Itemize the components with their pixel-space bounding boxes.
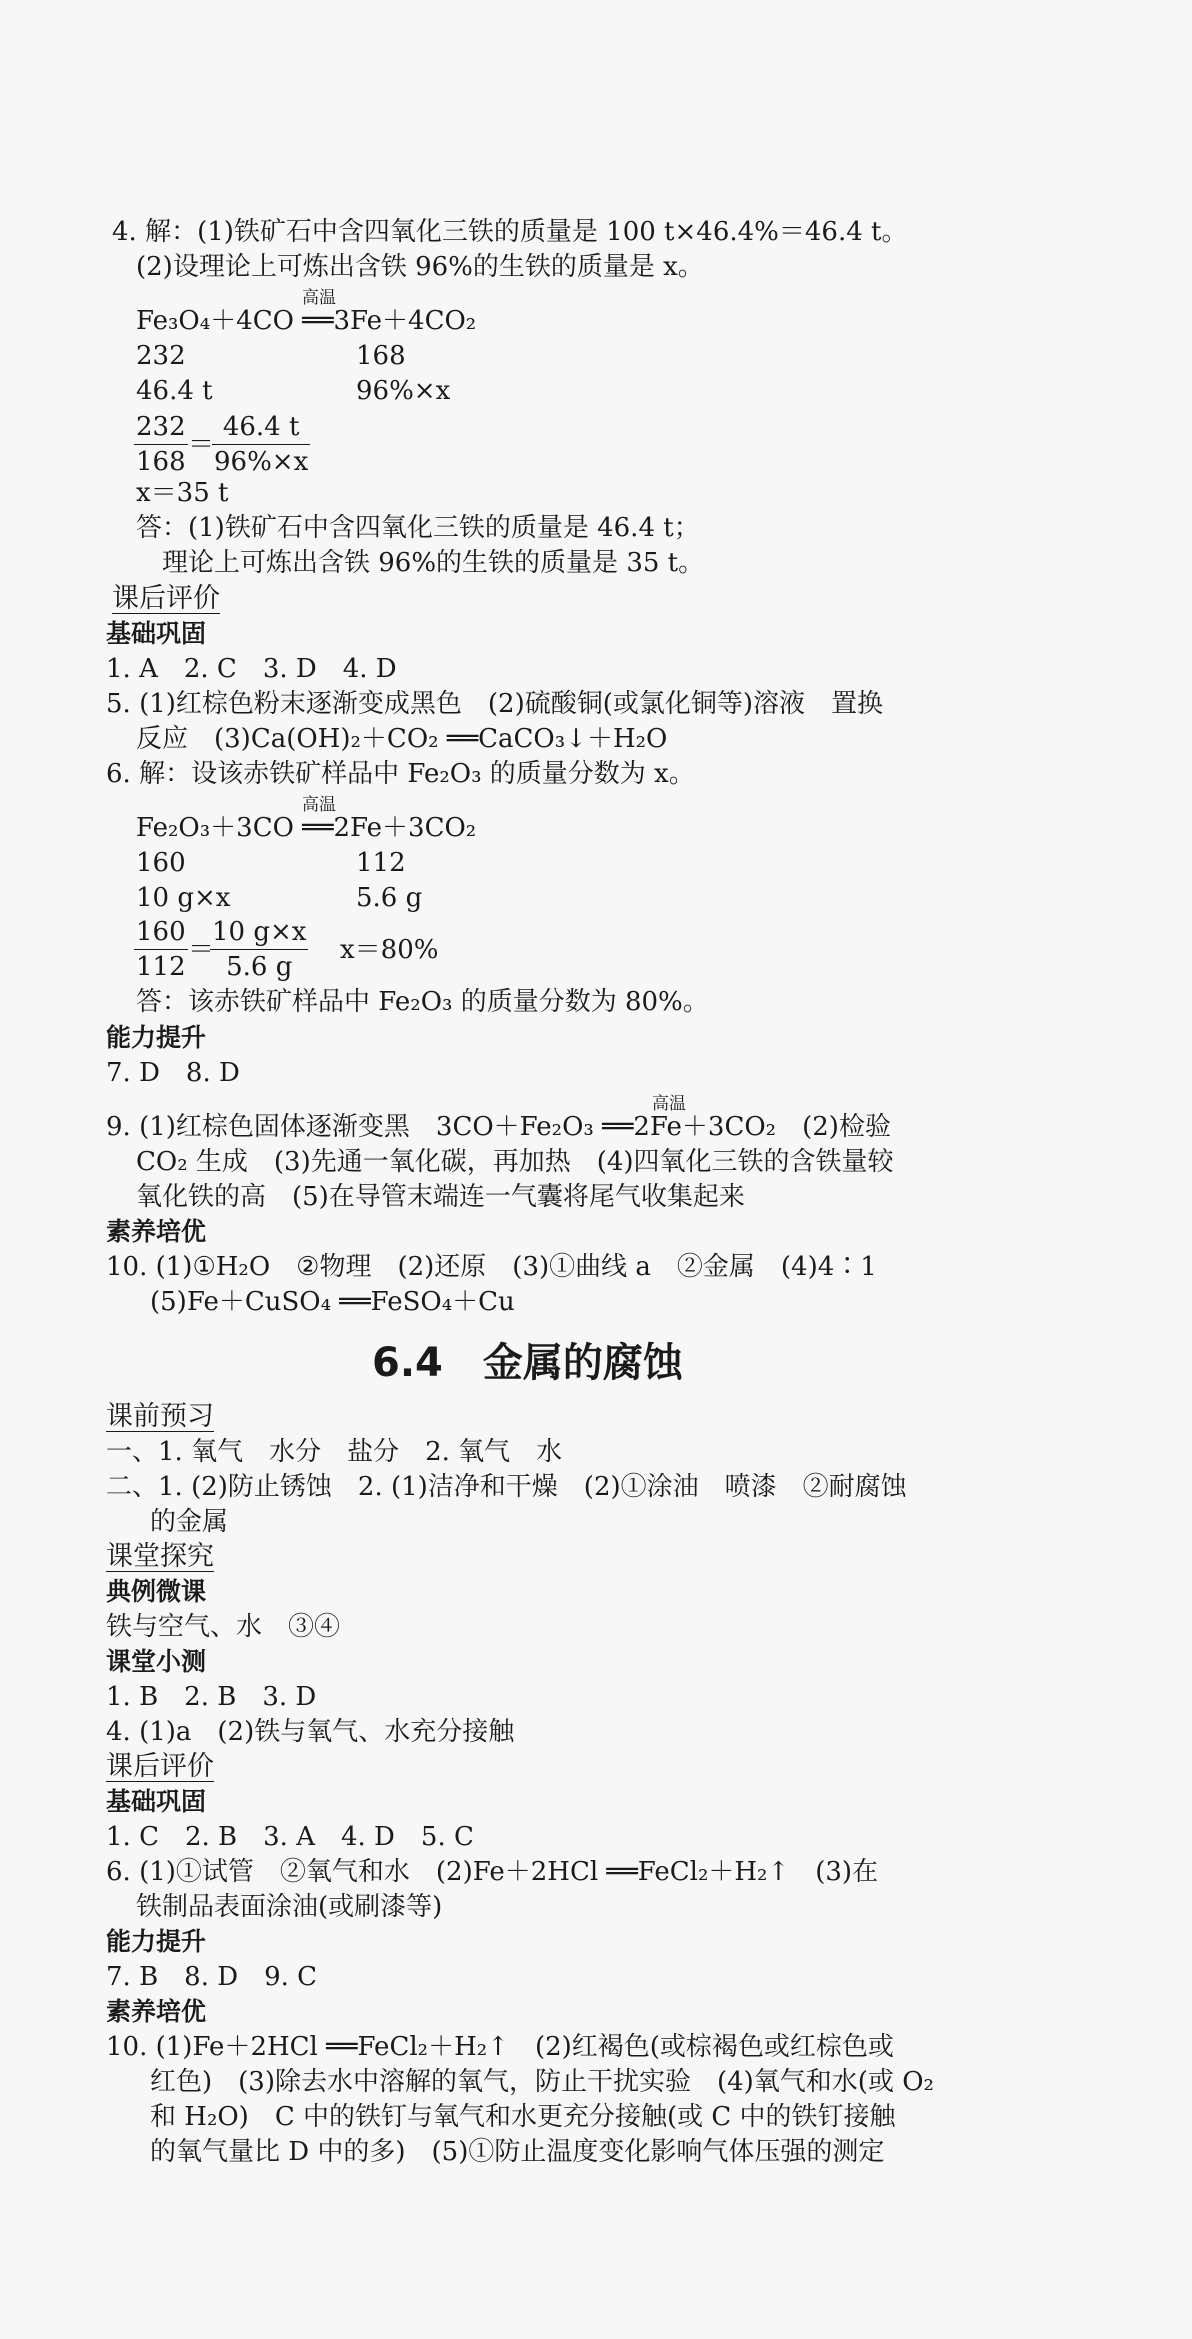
q4-fraction-left-den: 168 <box>136 447 186 477</box>
q4-mass-1-right: 168 <box>356 341 406 371</box>
a6-answer: 答：该赤铁矿样品中 Fe₂O₃ 的质量分数为 80%。 <box>136 987 709 1017</box>
q4-fraction-left-num: 232 <box>134 410 188 445</box>
heading-literacy: 素养培优 <box>106 1217 207 1246</box>
quiz-answer-1-3: 1. B 2. B 3. D <box>106 1682 317 1712</box>
example-answer: 铁与空气、水 ③④ <box>106 1612 341 1642</box>
a6-condition: 高温 <box>302 795 336 815</box>
literacy-answer-10-line-4: 的氧气量比 D 中的多) (5)①防止温度变化影响气体压强的测定 <box>150 2137 885 2167</box>
literacy-answer-10-line-1: 10. (1)Fe＋2HCl ══FeCl₂＋H₂↑ (2)红褐色(或棕褐色或红棕色或 <box>106 2032 894 2062</box>
answer-5-line-1: 5. (1)红棕色粉末逐渐变成黑色 (2)硫酸铜(或氯化铜等)溶液 置换 <box>106 689 884 719</box>
basic-answer-6-line-1: 6. (1)①试管 ②氧气和水 (2)Fe＋2HCl ══FeCl₂＋H₂↑ (3)在 <box>106 1857 879 1887</box>
q4-line-1: 4. 解：(1)铁矿石中含四氧化三铁的质量是 100 t×46.4%＝46.4 t。 <box>112 217 908 247</box>
basic-answer-6-line-2: 铁制品表面涂油(或刷漆等) <box>136 1892 443 1922</box>
a6-fraction-left-num: 160 <box>134 915 188 950</box>
q4-answer-1: 答：(1)铁矿石中含四氧化三铁的质量是 46.4 t； <box>136 513 700 543</box>
answer-5-line-2: 反应 (3)Ca(OH)₂＋CO₂ ══CaCO₃↓＋H₂O <box>136 724 668 754</box>
q4-mass-2-right: 96%×x <box>356 376 451 406</box>
heading-basic: 基础巩固 <box>106 619 207 648</box>
preview-line-1: 一、1. 氧气 水分 盐分 2. 氧气 水 <box>106 1437 563 1467</box>
answer-7-8: 7. D 8. D <box>106 1058 240 1088</box>
basic-answer-1-5: 1. C 2. B 3. A 4. D 5. C <box>106 1822 474 1852</box>
q4-fraction-right-den: 96%×x <box>214 447 309 477</box>
q4-condition: 高温 <box>302 288 336 308</box>
heading-example: 典例微课 <box>106 1577 207 1606</box>
q4-fraction-left <box>134 410 188 479</box>
q4-equation: Fe₃O₄＋4CO ══3Fe＋4CO₂ <box>136 306 477 336</box>
q4-result: x＝35 t <box>136 478 229 508</box>
answer-6: 6. 解：设该赤铁矿样品中 Fe₂O₃ 的质量分数为 x。 <box>106 759 695 789</box>
q4-line-2: (2)设理论上可炼出含铁 96%的生铁的质量是 x。 <box>136 252 704 282</box>
a6-fraction-right-num: 10 g×x <box>210 915 308 950</box>
a6-fraction-left <box>134 915 188 984</box>
answer-10-line-2: (5)Fe＋CuSO₄ ══FeSO₄＋Cu <box>150 1287 515 1317</box>
quiz-answer-4: 4. (1)a (2)铁与氧气、水充分接触 <box>106 1717 515 1747</box>
heading-quiz: 课堂小测 <box>106 1647 207 1676</box>
section-after-class: 课后评价 <box>112 583 220 614</box>
q4-answer-2: 理论上可炼出含铁 96%的生铁的质量是 35 t。 <box>162 548 705 578</box>
literacy-answer-10-line-3: 和 H₂O) C 中的铁钉与氧气和水更充分接触(或 C 中的铁钉接触 <box>150 2102 896 2132</box>
a6-equation: Fe₂O₃＋3CO ══2Fe＋3CO₂ <box>136 813 477 843</box>
a6-equals: ＝ <box>188 935 215 965</box>
a6-mass-2-left: 10 g×x <box>136 883 231 913</box>
answer-1-4: 1. A 2. C 3. D 4. D <box>106 654 397 684</box>
heading-basic-2: 基础巩固 <box>106 1787 207 1816</box>
section-explore: 课堂探究 <box>106 1541 214 1572</box>
a6-fraction-left-den: 112 <box>136 952 186 982</box>
answer-9-line-2: CO₂ 生成 (3)先通一氧化碳，再加热 (4)四氧化三铁的含铁量较 <box>136 1147 894 1177</box>
section-preview: 课前预习 <box>106 1401 214 1432</box>
heading-literacy-2: 素养培优 <box>106 1997 207 2026</box>
q4-mass-2-left: 46.4 t <box>136 376 213 406</box>
section-title: 6.4 金属的腐蚀 <box>372 1340 683 1386</box>
preview-line-3: 的金属 <box>150 1507 229 1537</box>
a6-mass-1-left: 160 <box>136 848 186 878</box>
a6-mass-1-right: 112 <box>356 848 406 878</box>
a6-result: x＝80% <box>340 935 439 965</box>
a6-fraction-right-den: 5.6 g <box>226 952 293 982</box>
q4-mass-1-left: 232 <box>136 341 186 371</box>
answer-10-line-1: 10. (1)①H₂O ②物理 (2)还原 (3)①曲线 a ②金属 (4)4∶1 <box>106 1252 877 1282</box>
a9-condition: 高温 <box>652 1094 686 1114</box>
q4-equals: ＝ <box>188 430 215 460</box>
a6-mass-2-right: 5.6 g <box>356 883 423 913</box>
preview-line-2: 二、1. (2)防止锈蚀 2. (1)洁净和干燥 (2)①涂油 喷漆 ②耐腐蚀 <box>106 1472 907 1502</box>
literacy-answer-10-line-2: 红色) (3)除去水中溶解的氧气，防止干扰实验 (4)氧气和水(或 O₂ <box>150 2067 934 2097</box>
heading-ability: 能力提升 <box>106 1023 207 1052</box>
q4-fraction-right <box>212 410 310 479</box>
ability-answer-7-9: 7. B 8. D 9. C <box>106 1962 318 1992</box>
heading-ability-2: 能力提升 <box>106 1927 207 1956</box>
answer-9-line-1: 9. (1)红棕色固体逐渐变黑 3CO＋Fe₂O₃ ══2Fe＋3CO₂ (2)检验 <box>106 1112 891 1142</box>
answer-9-line-3: 氧化铁的高 (5)在导管末端连一气囊将尾气收集起来 <box>136 1182 745 1212</box>
section-after-class-2: 课后评价 <box>106 1751 214 1782</box>
q4-fraction-right-num: 46.4 t <box>212 410 310 445</box>
a6-fraction-right <box>210 915 308 984</box>
